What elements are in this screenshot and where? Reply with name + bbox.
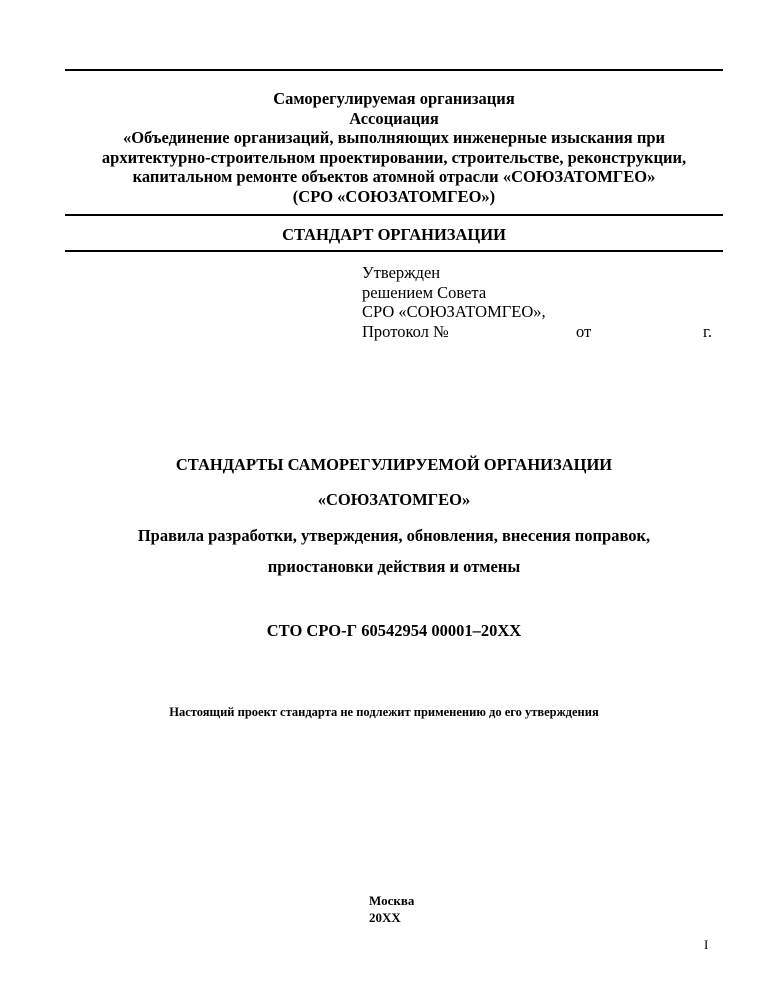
header-line: Ассоциация (349, 108, 439, 128)
standard-title: СТАНДАРТ ОРГАНИЗАЦИИ (282, 225, 506, 244)
header-bottom-rule (65, 214, 723, 216)
from-label: от (576, 321, 592, 341)
header-line: Саморегулируемая организация (273, 89, 515, 108)
footer-place-year (369, 892, 414, 926)
protocol-label: Протокол № (362, 321, 449, 341)
title-bottom-rule (65, 250, 723, 252)
approval-line-3: СРО «СОЮЗАТОМГЕО», (362, 302, 546, 321)
document-subtitle-line-1: Правила разработки, утверждения, обновления, внесения поправок, (137, 526, 651, 545)
document-title-line-1: СТАНДАРТЫ САМОРЕГУЛИРУЕМОЙ ОРГАНИЗАЦИИ (175, 455, 613, 474)
header-line: капитальном ремонте объектов атомной отрасли «СОЮЗАТОМГЕО» (132, 167, 656, 186)
page-number: I (704, 937, 709, 952)
document-code: СТО СРО-Г 60542954 00001–20ХХ (266, 621, 522, 640)
draft-notice: Настоящий проект стандарта не подлежит применению до его утверждения (169, 705, 599, 719)
footer-year: 20ХХ (369, 910, 401, 925)
year-suffix: г. (703, 321, 713, 341)
organization-header (65, 89, 723, 206)
header-line: архитектурно-строительном проектировании, строительстве, реконструкции, (101, 147, 687, 167)
top-rule (65, 69, 723, 71)
document-title-line-2: «СОЮЗАТОМГЕО» (317, 490, 471, 509)
approval-line-1: Утвержден (362, 263, 441, 282)
document-subtitle-line-2: приостановки действия и отмены (267, 557, 521, 576)
header-line: (СРО «СОЮЗАТОМГЕО») (292, 186, 496, 206)
header-line: «Объединение организаций, выполняющих инженерные изыскания при (122, 128, 666, 147)
approval-line-2: решением Совета (362, 282, 487, 302)
approval-block (362, 263, 722, 341)
protocol-line (362, 322, 722, 342)
footer-city: Москва (369, 893, 415, 908)
